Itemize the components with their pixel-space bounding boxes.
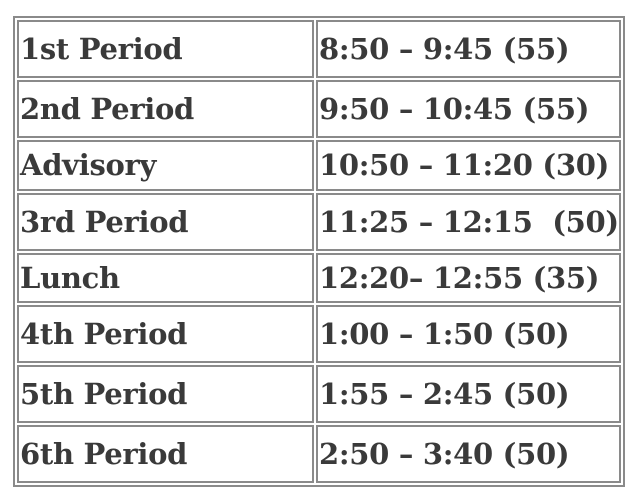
- table-row: [17, 140, 621, 191]
- period-time-cell: 11:25 – 12:15 (50): [316, 193, 621, 251]
- period-time-cell: 2:50 – 3:40 (50): [316, 425, 621, 483]
- bell-schedule-table: [13, 16, 625, 487]
- period-time-cell: 10:50 – 11:20 (30): [316, 140, 621, 191]
- table-row: [17, 80, 621, 138]
- period-name-cell: 5th Period: [17, 365, 314, 423]
- table-row: [17, 365, 621, 423]
- table-row: [17, 305, 621, 363]
- period-time-cell: 8:50 – 9:45 (55): [316, 20, 621, 78]
- period-name-cell: Advisory: [17, 140, 314, 191]
- table-row: [17, 425, 621, 483]
- period-name-cell: 4th Period: [17, 305, 314, 363]
- table-row: [17, 20, 621, 78]
- period-name-cell: Lunch: [17, 253, 314, 303]
- period-time-cell: 1:55 – 2:45 (50): [316, 365, 621, 423]
- period-time-cell: 1:00 – 1:50 (50): [316, 305, 621, 363]
- period-name-cell: 6th Period: [17, 425, 314, 483]
- table-row: [17, 193, 621, 251]
- schedule-container: [13, 16, 625, 487]
- period-name-cell: 2nd Period: [17, 80, 314, 138]
- table-row: [17, 253, 621, 303]
- period-time-cell: 9:50 – 10:45 (55): [316, 80, 621, 138]
- period-time-cell: 12:20– 12:55 (35): [316, 253, 621, 303]
- period-name-cell: 1st Period: [17, 20, 314, 78]
- period-name-cell: 3rd Period: [17, 193, 314, 251]
